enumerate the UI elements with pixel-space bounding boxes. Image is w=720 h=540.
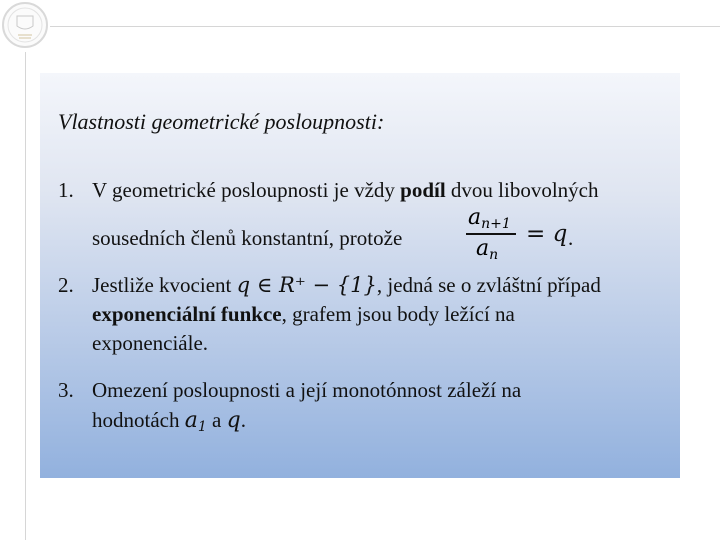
quotient-condition: q ∈ R⁺ − {1} — [236, 273, 377, 297]
formula-denominator — [476, 236, 498, 263]
formula-period: . — [568, 226, 574, 250]
slide-heading: Vlastnosti geometrické posloupnosti: — [58, 109, 385, 134]
denominator-subscript: n — [489, 247, 499, 263]
formula-numerator — [468, 205, 511, 232]
q-symbol: q — [226, 408, 241, 433]
item-1-line-1 — [92, 178, 599, 202]
item-2-bold-term: exponenciální funkce — [92, 302, 282, 326]
item-2-line-2-text: , grafem jsou body ležící na — [281, 302, 515, 326]
denominator-base: a — [476, 236, 490, 261]
item-2-line-2 — [92, 302, 515, 326]
item-3-connector: a — [206, 408, 227, 432]
item-2-line-3: exponenciále. — [92, 331, 209, 355]
item-1-number: 1. — [58, 178, 74, 202]
item-3-line-2 — [92, 408, 246, 439]
item-1-bold-word: podíl — [400, 178, 446, 202]
ratio-formula — [466, 205, 518, 263]
item-3-period: . — [240, 408, 246, 432]
item-1-text: V geometrické posloupnosti je vždy — [92, 178, 401, 202]
item-2-line-1 — [92, 273, 601, 297]
a1-base: a — [184, 408, 198, 433]
item-2-text: Jestliže kvocient — [92, 273, 237, 297]
frame-line-horizontal — [50, 26, 720, 27]
institution-logo-icon — [4, 4, 50, 50]
frame-line-vertical — [25, 52, 26, 540]
a1-subscript: 1 — [197, 419, 207, 435]
item-2-number: 2. — [58, 273, 74, 297]
numerator-base: a — [468, 205, 482, 230]
item-3-line-1: Omezení posloupnosti a její monotónnost záleží na — [92, 378, 522, 402]
item-3-text: hodnotách — [92, 408, 185, 432]
fraction-bar — [466, 233, 516, 235]
numerator-subscript: n+1 — [481, 216, 511, 232]
logo — [2, 2, 48, 48]
formula-rhs: = q — [526, 221, 568, 247]
item-2-text-end: , jedná se o zvláštní případ — [376, 273, 601, 297]
item-1-line-2: sousedních členů konstantní, protože — [92, 226, 403, 250]
item-3-number: 3. — [58, 378, 74, 402]
item-1-text-end: dvou libovolných — [445, 178, 599, 202]
a1-symbol — [185, 408, 207, 433]
